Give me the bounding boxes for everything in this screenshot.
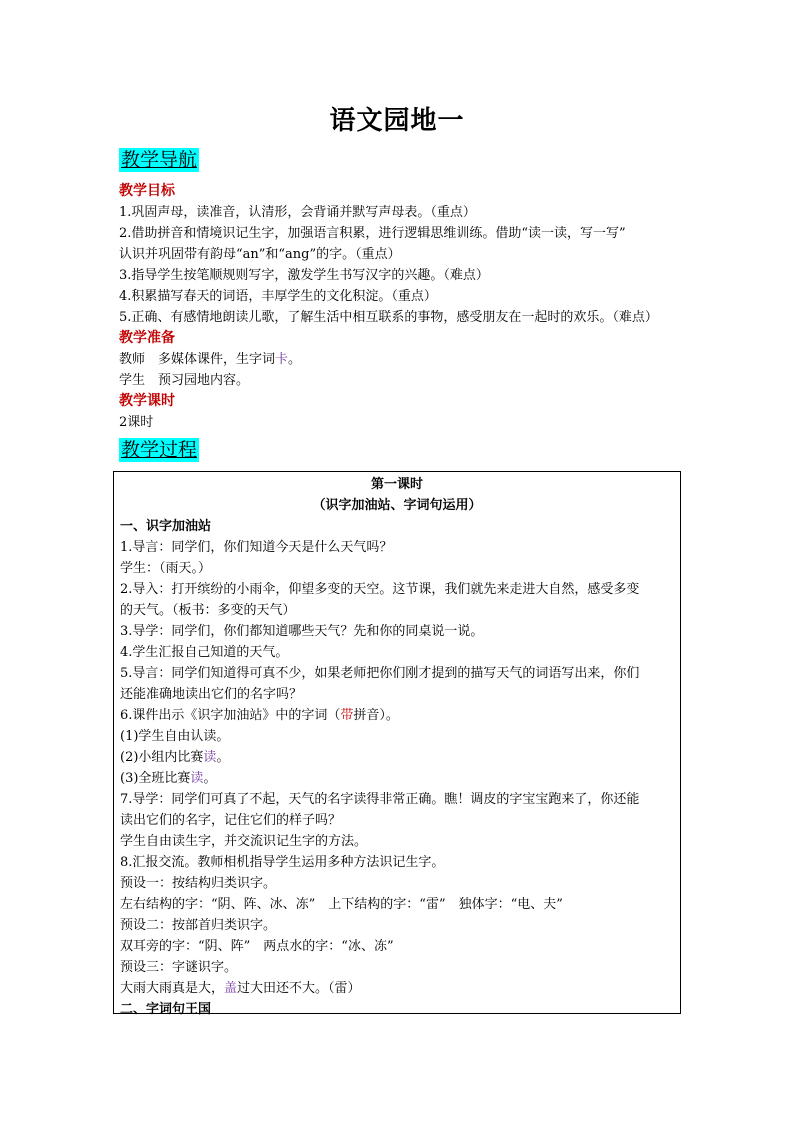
lesson-line: (2)小组内比赛读。 — [120, 750, 230, 765]
goal-line: 认识并巩固带有韵母“an”和“ang”的字。（重点） — [119, 247, 401, 262]
lesson-line: 预设三：字谜识字。 — [120, 960, 238, 975]
lesson-line: 8.汇报交流。教师相机指导学生运用多种方法识记生字。 — [120, 855, 445, 870]
lesson-line: 预设二：按部首归类识字。 — [120, 918, 277, 933]
goal-line: 3.指导学生按笔顺规则写字，激发学生书写汉字的兴趣。（难点） — [119, 268, 489, 283]
lesson-line: 还能准确地读出它们的名字吗？ — [120, 687, 303, 702]
lesson-line: (3)全班比赛读。 — [120, 771, 217, 786]
section-heading-process: 教学过程 — [121, 439, 198, 461]
lesson-line: 的天气。（板书：多变的天气） — [120, 603, 296, 618]
goal-line: 2.借助拼音和情境识记生字，加强语言积累，进行逻辑思维训练。借助“读一读，写一写” — [119, 226, 626, 241]
lesson-subtitle: （识字加油站、字词句运用） — [312, 498, 482, 513]
goal-line: 1.巩固声母，读准音，认清形，会背诵并默写声母表。（重点） — [119, 205, 476, 220]
section-heading-nav: 教学导航 — [121, 149, 198, 171]
page-title: 语文园地一 — [329, 106, 465, 136]
lesson-title: 第一课时 — [370, 477, 423, 492]
goal-line: 5.正确、有感情地朗读儿歌，了解生活中相互联系的事物，感受朋友在一起时的欢乐。（难点） — [119, 310, 658, 325]
lesson-line: (1)学生自由认读。 — [120, 729, 230, 744]
lesson-line: 双耳旁的字：“阴、阵” 两点水的字：“冰、冻” — [120, 939, 394, 954]
hours-heading: 教学课时 — [119, 393, 175, 409]
teaching-goals — [119, 181, 679, 433]
lesson-line: 1.导言：同学们，你们知道今天是什么天气吗？ — [120, 540, 393, 555]
lesson-line: 7.导学：同学们可真了不起，天气的名字读得非常正确。瞧！调皮的字宝宝跑来了，你还能 — [120, 792, 640, 807]
lesson-line: 预设一：按结构归类识字。 — [120, 876, 277, 891]
prep-teacher: 教师 多媒体课件，生字词卡。 — [119, 352, 302, 367]
lesson-line: 3.导学：同学们，你们都知道哪些天气？先和你的同桌说一说。 — [120, 624, 484, 639]
lesson-line: 4.学生汇报自己知道的天气。 — [120, 645, 289, 660]
goals-heading: 教学目标 — [119, 183, 175, 199]
part2-heading: 二、字词句王国 — [120, 1002, 212, 1017]
part1-heading: 一、识字加油站 — [120, 519, 212, 534]
hours-value: 2课时 — [119, 415, 154, 430]
lesson-line: 2.导入：打开缤纷的小雨伞，仰望多变的天空。这节课，我们就先来走进大自然，感受多变 — [120, 582, 640, 597]
goal-line: 4.积累描写春天的词语，丰厚学生的文化积淀。（重点） — [119, 289, 437, 304]
lesson-line: 学生：（雨天。） — [120, 561, 212, 576]
lesson-line: 大雨大雨真是大，盖过大田还不大。（雷） — [120, 981, 361, 996]
lesson-line: 5.导言：同学们知道得可真不少，如果老师把你们刚才提到的描写天气的词语写出来，你们 — [120, 666, 640, 681]
prep-student: 学生 预习园地内容。 — [119, 373, 250, 388]
prep-heading: 教学准备 — [119, 330, 175, 346]
lesson-line: 学生自由读生字，并交流识记生字的方法。 — [120, 834, 368, 849]
lesson-line: 6.课件出示《识字加油站》中的字词（带拼音）。 — [120, 708, 399, 723]
lesson-box — [113, 471, 681, 1017]
lesson-line: 左右结构的字：“阴、阵、冰、冻” 上下结构的字：“雷” 独体字：“电、夫” — [120, 897, 563, 912]
lesson-line: 读出它们的名字，记住它们的样子吗？ — [120, 813, 342, 828]
